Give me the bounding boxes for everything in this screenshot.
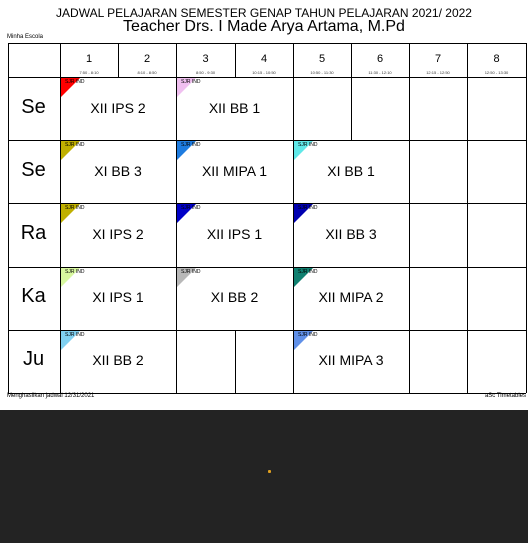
lesson-cell[interactable] <box>60 140 176 203</box>
grid-line <box>293 43 294 77</box>
lesson-class: XI IPS 1 <box>92 289 144 306</box>
grid-line <box>176 330 177 393</box>
lesson-class: XI BB 1 <box>327 162 375 179</box>
grid-line <box>8 140 526 141</box>
lesson-subject: SJR IND <box>181 268 201 275</box>
lesson-subject: SJR IND <box>181 142 201 149</box>
lesson-cell[interactable] <box>60 330 176 393</box>
grid-line <box>176 43 177 77</box>
loading-indicator <box>268 470 271 473</box>
day-label: Ra <box>20 222 47 244</box>
period-number: 4 <box>260 53 268 65</box>
lesson-cell[interactable] <box>60 203 176 266</box>
lesson-class: XII BB 3 <box>325 225 377 242</box>
lesson-cell[interactable] <box>293 267 409 330</box>
lesson-class: XII MIPA 2 <box>318 289 384 306</box>
day-label: Se <box>21 95 46 118</box>
grid-line <box>526 43 527 393</box>
grid-line <box>293 330 294 393</box>
lesson-cell[interactable] <box>60 267 176 330</box>
grid-line <box>235 43 236 77</box>
lesson-class: XI IPS 2 <box>92 225 144 242</box>
grid-line <box>351 77 352 140</box>
lesson-class: XII BB 1 <box>208 99 261 116</box>
grid-line <box>467 77 468 140</box>
grid-line <box>176 77 177 140</box>
grid-line <box>293 203 294 266</box>
lesson-class: XII MIPA 3 <box>318 352 384 369</box>
lesson-class: XII IPS 1 <box>206 225 263 242</box>
lesson-subject: SJR IND <box>298 331 318 338</box>
period-time: 12:15 - 12:50 <box>426 70 450 75</box>
lesson-cell[interactable] <box>293 203 409 266</box>
grid-line <box>118 43 119 77</box>
lesson-subject: SJR IND <box>298 205 318 212</box>
timetable-title: JADWAL PELAJARAN SEMESTER GENAP TAHUN PELAJARAN 2021/ 2022 <box>56 6 472 20</box>
lesson-class: XII BB 2 <box>92 352 144 369</box>
period-time: 7:50 - 8:10 <box>79 70 99 75</box>
period-number: 7 <box>434 53 442 65</box>
grid-line <box>8 203 526 204</box>
lesson-cell[interactable] <box>176 267 293 330</box>
lesson-subject: SJR IND <box>298 268 318 275</box>
grid-line <box>467 203 468 266</box>
day-label: Ju <box>22 348 45 371</box>
grid-line <box>409 203 410 266</box>
school-name: Minha Escola <box>7 34 44 40</box>
lesson-subject: SJR IND <box>181 79 201 85</box>
grid-line <box>409 267 410 330</box>
period-time: 8:50 - 9:30 <box>195 70 216 75</box>
period-time: 10:50 - 11:30 <box>310 70 334 75</box>
lesson-subject: SJR IND <box>65 331 85 338</box>
grid-line <box>467 267 468 330</box>
grid-line <box>467 43 468 77</box>
period-number: 8 <box>493 53 500 65</box>
software-credit: aSc Timetables <box>484 393 526 399</box>
grid-line <box>176 267 177 330</box>
period-time: 8:10 - 8:50 <box>137 70 157 75</box>
grid-line <box>293 267 294 330</box>
lesson-class: XI BB 3 <box>94 162 142 179</box>
grid-line <box>8 43 9 393</box>
grid-line <box>8 43 526 44</box>
lesson-cell[interactable] <box>293 330 409 393</box>
lesson-cell[interactable] <box>293 140 409 203</box>
generated-date: Menghasilkan jadwal 12/31/2021 <box>7 393 95 399</box>
lesson-cell[interactable] <box>60 77 176 140</box>
lesson-subject: SJR IND <box>65 142 85 149</box>
lesson-subject: SJR IND <box>65 205 85 212</box>
grid-line <box>409 140 410 203</box>
grid-line <box>176 203 177 266</box>
period-time: 12:50 - 13:30 <box>484 70 509 75</box>
grid-line <box>8 267 526 268</box>
lesson-class: XI BB 2 <box>210 289 259 306</box>
period-number: 1 <box>85 53 93 65</box>
period-number: 3 <box>202 53 209 65</box>
grid-line <box>409 43 410 77</box>
grid-line <box>293 77 294 140</box>
grid-line <box>409 330 410 393</box>
grid-line <box>467 330 468 393</box>
grid-line <box>235 330 236 393</box>
grid-line <box>409 77 410 140</box>
lesson-subject: SJR IND <box>181 205 201 212</box>
grid-line <box>8 77 526 78</box>
lesson-cell[interactable] <box>176 77 293 140</box>
lesson-class: XII MIPA 1 <box>201 162 268 179</box>
lesson-subject: SJR IND <box>65 79 85 85</box>
period-time: 11:30 - 12:10 <box>368 70 392 75</box>
grid-line <box>467 140 468 203</box>
grid-line <box>8 330 526 331</box>
period-number: 5 <box>318 53 326 65</box>
lesson-subject: SJR IND <box>298 142 318 149</box>
lesson-cell[interactable] <box>176 203 293 266</box>
lesson-class: XII IPS 2 <box>90 99 146 116</box>
lesson-cell[interactable] <box>176 140 293 203</box>
grid-line <box>351 43 352 77</box>
grid-line <box>293 140 294 203</box>
lesson-subject: SJR IND <box>65 268 85 275</box>
period-time: 10:15 - 10:50 <box>252 70 276 75</box>
viewer-background <box>0 410 528 543</box>
grid-line <box>176 140 177 203</box>
teacher-name: Teacher Drs. I Made Arya Artama, M.Pd <box>123 18 405 35</box>
day-label: Se <box>21 158 46 181</box>
grid-line <box>60 43 61 393</box>
period-number: 6 <box>376 53 384 65</box>
period-number: 2 <box>143 53 151 65</box>
day-label: Ka <box>21 285 46 308</box>
